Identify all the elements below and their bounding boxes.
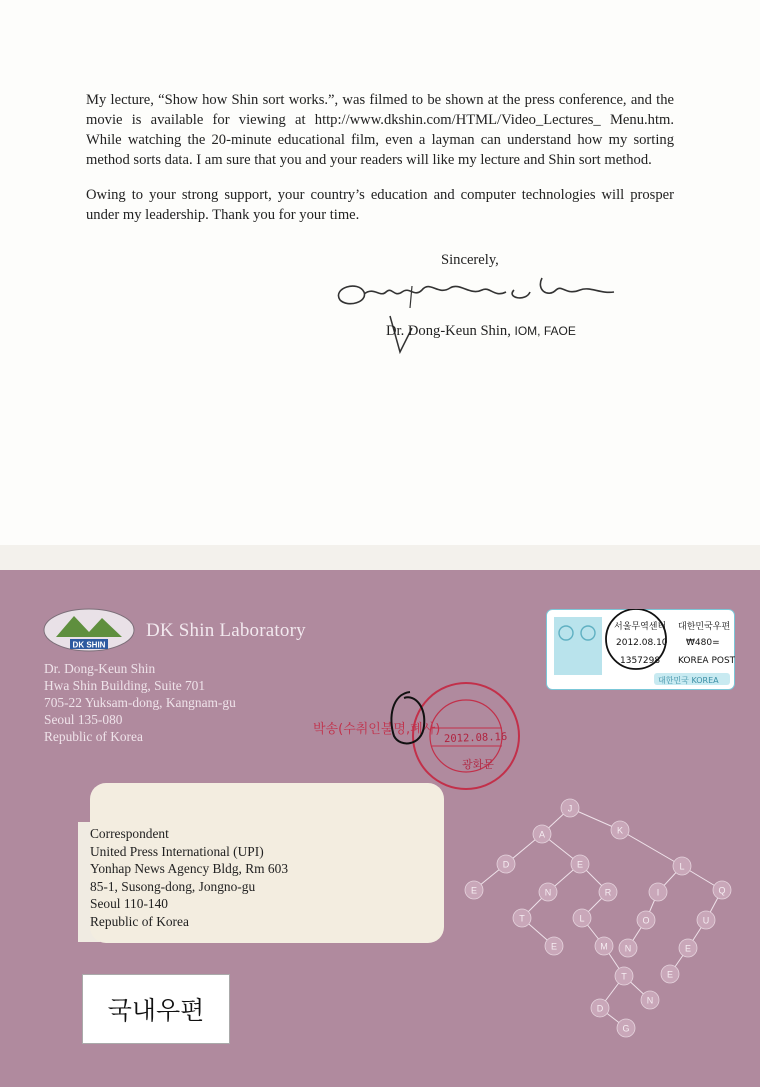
postage-date: 2012.08.10 <box>616 638 668 648</box>
tree-node-label: D <box>502 859 510 870</box>
postage-label <box>546 609 735 690</box>
postmark-date: 2012.08.16 <box>443 730 508 746</box>
letter-body <box>86 90 674 240</box>
tree-node-label: N <box>646 995 654 1006</box>
sort-tree-graphic <box>460 780 750 1040</box>
tree-edge <box>620 830 682 866</box>
recipient-line: Correspondent <box>90 826 169 841</box>
sender-line: Hwa Shin Building, Suite 701 <box>44 678 206 693</box>
tree-node-label: E <box>550 941 558 952</box>
sender-address <box>44 660 236 745</box>
tree-node-label: E <box>666 969 674 980</box>
recipient-line: 85-1, Susong-dong, Jongno-gu <box>90 878 256 894</box>
tree-node-label: L <box>679 861 685 872</box>
postage-office: 서울무역센터 <box>614 622 667 632</box>
sender-line: Dr. Dong-Keun Shin <box>44 661 156 676</box>
tree-node-label: J <box>567 803 573 814</box>
tree-node-label: T <box>519 913 525 924</box>
signer-credentials: IOM, FAOE <box>514 324 576 338</box>
postage-brand: KOREA POST <box>678 656 735 666</box>
handwritten-signature <box>330 268 620 358</box>
postage-number: 1357298 <box>620 656 661 666</box>
tree-node-label: A <box>538 829 546 840</box>
tree-node-label: U <box>702 915 710 926</box>
postmark-office: 광화문 <box>462 758 494 771</box>
closing: Sincerely, <box>441 252 499 268</box>
recipient-line: Seoul 110-140 <box>90 896 168 911</box>
letter-paragraph-1: My lecture, “Show how Shin sort works.”, was filmed to be shown at the press conference, and the movie is available for viewing at http://www.dkshin.com/HTML/Video_Lectures_ Menu.htm. While watching the 20-minute educational film, even a layman can understand how my sorting method sorts data. I am sure that you and your readers will like my lecture and Shin sort method. <box>86 92 674 168</box>
tree-node-label: N <box>544 887 552 898</box>
tree-node-label: M <box>600 941 608 952</box>
dk-shin-logo <box>42 606 136 654</box>
sender-line: Seoul 135-080 <box>44 712 123 727</box>
tree-node-label: E <box>470 885 478 896</box>
tree-node-label: L <box>579 913 585 924</box>
return-reason-stamp: 박송(수취인불명,폐사) <box>313 722 441 737</box>
tree-node-label: E <box>576 859 584 870</box>
page-gap <box>0 545 760 570</box>
tree-node-label: T <box>621 971 627 982</box>
handdrawn-circle-mark <box>384 688 434 750</box>
domestic-mail-label: 국내우편 <box>82 974 230 1044</box>
tree-node-label: D <box>596 1003 604 1014</box>
tree-node-label: O <box>642 915 650 926</box>
signer-line <box>386 323 576 340</box>
tree-node-label: I <box>656 887 660 898</box>
tree-node-label: Q <box>718 885 726 896</box>
recipient-line: United Press International (UPI) <box>90 843 264 859</box>
tree-node-label: G <box>622 1023 630 1034</box>
recipient-address <box>90 825 288 930</box>
recipient-line: Republic of Korea <box>90 913 189 929</box>
lab-name: DK Shin Laboratory <box>146 620 306 641</box>
postage-amount: ₩480= <box>686 638 720 648</box>
sender-line: Republic of Korea <box>44 729 143 744</box>
tree-node-label: R <box>604 887 612 898</box>
tree-node-label: K <box>616 825 624 836</box>
letter-paragraph-2: Owing to your strong support, your country’s education and computer technologies will prosper under my leadership. Thank you for your time. <box>86 187 674 223</box>
signer-name: Dr. Dong-Keun Shin, <box>386 323 511 339</box>
postage-footer: 대한민국 KOREA <box>658 676 719 685</box>
tree-node-label: E <box>684 943 692 954</box>
sender-line: 705-22 Yuksam-dong, Kangnam-gu <box>44 695 236 710</box>
postage-country: 대한민국우편 <box>678 622 731 632</box>
recipient-line: Yonhap News Agency Bldg, Rm 603 <box>90 861 289 876</box>
logo-text: DK SHIN <box>72 640 106 650</box>
tree-node-label: N <box>624 943 632 954</box>
